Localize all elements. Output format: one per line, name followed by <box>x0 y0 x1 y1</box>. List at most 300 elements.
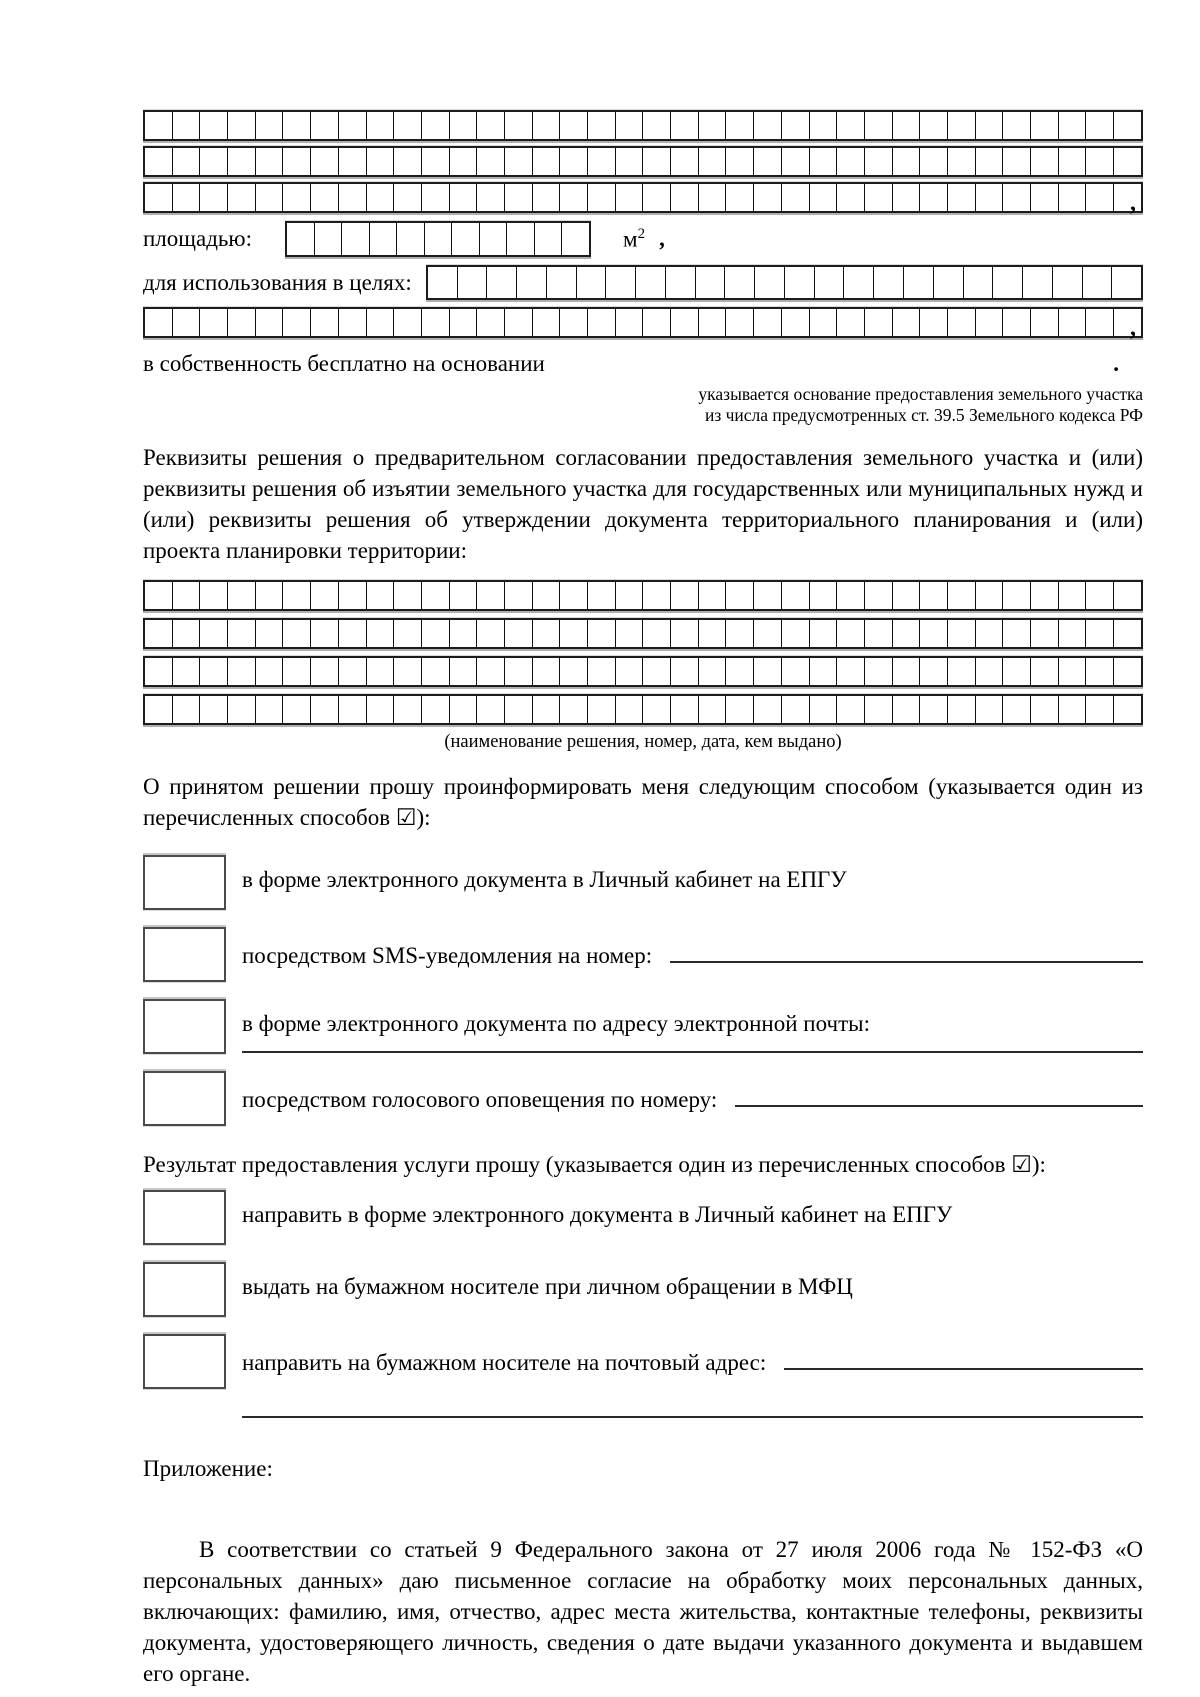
char-cell[interactable] <box>976 582 1004 609</box>
char-cell[interactable] <box>874 267 904 298</box>
char-cell[interactable] <box>588 112 616 139</box>
char-cell[interactable] <box>283 184 311 211</box>
char-cell[interactable] <box>1059 582 1087 609</box>
char-cell[interactable] <box>422 148 450 175</box>
char-cell[interactable] <box>865 696 893 723</box>
char-cell[interactable] <box>228 658 256 685</box>
char-cell[interactable] <box>367 309 395 336</box>
char-cell[interactable] <box>1086 658 1114 685</box>
char-cell[interactable] <box>422 309 450 336</box>
char-cell[interactable] <box>425 223 453 255</box>
char-cell[interactable] <box>920 184 948 211</box>
char-cell[interactable] <box>948 309 976 336</box>
char-cell[interactable] <box>315 223 343 255</box>
char-cell[interactable] <box>228 309 256 336</box>
char-cell[interactable] <box>1059 696 1087 723</box>
char-cell[interactable] <box>636 267 666 298</box>
char-cell[interactable] <box>782 148 810 175</box>
char-cell[interactable] <box>283 620 311 647</box>
char-grid-input[interactable] <box>143 656 1143 687</box>
char-cell[interactable] <box>450 582 478 609</box>
char-cell[interactable] <box>477 658 505 685</box>
char-cell[interactable] <box>422 184 450 211</box>
char-cell[interactable] <box>588 184 616 211</box>
char-cell[interactable] <box>1086 184 1114 211</box>
char-cell[interactable] <box>394 148 422 175</box>
char-cell[interactable] <box>948 620 976 647</box>
char-cell[interactable] <box>754 148 782 175</box>
char-cell[interactable] <box>699 620 727 647</box>
char-cell[interactable] <box>339 696 367 723</box>
char-cell[interactable] <box>547 267 577 298</box>
char-cell[interactable] <box>311 620 339 647</box>
char-cell[interactable] <box>865 148 893 175</box>
char-cell[interactable] <box>837 184 865 211</box>
char-cell[interactable] <box>422 658 450 685</box>
char-cell[interactable] <box>505 582 533 609</box>
char-cell[interactable] <box>976 148 1004 175</box>
char-cell[interactable] <box>844 267 874 298</box>
char-cell[interactable] <box>643 582 671 609</box>
char-cell[interactable] <box>394 696 422 723</box>
char-cell[interactable] <box>837 582 865 609</box>
char-cell[interactable] <box>480 223 508 255</box>
char-cell[interactable] <box>616 148 644 175</box>
char-cell[interactable] <box>893 309 921 336</box>
char-cell[interactable] <box>837 696 865 723</box>
char-cell[interactable] <box>256 148 284 175</box>
char-cell[interactable] <box>145 620 173 647</box>
char-cell[interactable] <box>173 309 201 336</box>
char-cell[interactable] <box>505 112 533 139</box>
char-cell[interactable] <box>228 582 256 609</box>
sms-number-write-in-line[interactable] <box>670 937 1143 963</box>
char-grid-input[interactable] <box>143 580 1143 611</box>
char-cell[interactable] <box>394 309 422 336</box>
char-cell[interactable] <box>339 620 367 647</box>
char-cell[interactable] <box>1114 620 1141 647</box>
char-cell[interactable] <box>1023 267 1053 298</box>
char-cell[interactable] <box>487 267 517 298</box>
char-cell[interactable] <box>1031 582 1059 609</box>
char-cell[interactable] <box>893 148 921 175</box>
char-cell[interactable] <box>976 696 1004 723</box>
checkbox-sms[interactable] <box>143 927 226 982</box>
char-cell[interactable] <box>173 184 201 211</box>
char-cell[interactable] <box>643 309 671 336</box>
char-cell[interactable] <box>228 112 256 139</box>
char-cell[interactable] <box>311 582 339 609</box>
char-cell[interactable] <box>699 184 727 211</box>
char-cell[interactable] <box>893 582 921 609</box>
char-cell[interactable] <box>173 696 201 723</box>
char-cell[interactable] <box>865 309 893 336</box>
char-cell[interactable] <box>754 309 782 336</box>
char-cell[interactable] <box>450 696 478 723</box>
char-cell[interactable] <box>370 223 398 255</box>
char-cell[interactable] <box>643 658 671 685</box>
char-cell[interactable] <box>1031 309 1059 336</box>
char-cell[interactable] <box>394 582 422 609</box>
char-cell[interactable] <box>458 267 488 298</box>
char-cell[interactable] <box>1003 184 1031 211</box>
char-cell[interactable] <box>616 582 644 609</box>
char-cell[interactable] <box>1114 582 1141 609</box>
char-cell[interactable] <box>976 658 1004 685</box>
char-cell[interactable] <box>920 620 948 647</box>
char-cell[interactable] <box>311 658 339 685</box>
char-cell[interactable] <box>256 620 284 647</box>
char-cell[interactable] <box>754 696 782 723</box>
char-cell[interactable] <box>397 223 425 255</box>
char-cell[interactable] <box>810 620 838 647</box>
char-cell[interactable] <box>671 620 699 647</box>
char-cell[interactable] <box>810 148 838 175</box>
char-cell[interactable] <box>367 696 395 723</box>
char-cell[interactable] <box>283 658 311 685</box>
char-cell[interactable] <box>394 658 422 685</box>
char-cell[interactable] <box>893 658 921 685</box>
char-cell[interactable] <box>948 112 976 139</box>
char-cell[interactable] <box>643 184 671 211</box>
char-cell[interactable] <box>810 309 838 336</box>
char-cell[interactable] <box>920 309 948 336</box>
postal-address-write-in-line-2[interactable] <box>242 1416 1143 1418</box>
char-cell[interactable] <box>671 696 699 723</box>
char-cell[interactable] <box>893 112 921 139</box>
char-cell[interactable] <box>782 658 810 685</box>
char-cell[interactable] <box>173 582 201 609</box>
char-cell[interactable] <box>754 620 782 647</box>
char-cell[interactable] <box>533 620 561 647</box>
char-cell[interactable] <box>1003 309 1031 336</box>
voice-number-write-in-line[interactable] <box>735 1081 1143 1107</box>
char-cell[interactable] <box>517 267 547 298</box>
char-cell[interactable] <box>394 620 422 647</box>
char-cell[interactable] <box>754 184 782 211</box>
char-cell[interactable] <box>505 696 533 723</box>
char-cell[interactable] <box>993 267 1023 298</box>
char-cell[interactable] <box>920 582 948 609</box>
char-cell[interactable] <box>754 658 782 685</box>
char-cell[interactable] <box>616 309 644 336</box>
char-cell[interactable] <box>810 696 838 723</box>
char-cell[interactable] <box>173 658 201 685</box>
char-cell[interactable] <box>1086 309 1114 336</box>
char-cell[interactable] <box>287 223 315 255</box>
char-cell[interactable] <box>256 696 284 723</box>
char-cell[interactable] <box>755 267 785 298</box>
char-cell[interactable] <box>699 696 727 723</box>
char-cell[interactable] <box>726 658 754 685</box>
char-cell[interactable] <box>782 582 810 609</box>
char-cell[interactable] <box>145 184 173 211</box>
char-cell[interactable] <box>200 148 228 175</box>
char-cell[interactable] <box>643 112 671 139</box>
char-cell[interactable] <box>533 184 561 211</box>
char-cell[interactable] <box>785 267 815 298</box>
char-cell[interactable] <box>256 582 284 609</box>
char-cell[interactable] <box>920 696 948 723</box>
char-cell[interactable] <box>1114 148 1141 175</box>
char-cell[interactable] <box>782 620 810 647</box>
char-cell[interactable] <box>367 112 395 139</box>
email-write-in-line[interactable] <box>242 1051 1143 1053</box>
char-cell[interactable] <box>339 309 367 336</box>
char-cell[interactable] <box>450 112 478 139</box>
char-cell[interactable] <box>1114 309 1141 336</box>
char-cell[interactable] <box>616 696 644 723</box>
char-cell[interactable] <box>1003 148 1031 175</box>
char-cell[interactable] <box>173 148 201 175</box>
char-cell[interactable] <box>256 184 284 211</box>
char-cell[interactable] <box>865 184 893 211</box>
char-cell[interactable] <box>450 148 478 175</box>
char-cell[interactable] <box>367 148 395 175</box>
char-cell[interactable] <box>699 148 727 175</box>
char-cell[interactable] <box>477 309 505 336</box>
char-cell[interactable] <box>505 620 533 647</box>
char-cell[interactable] <box>533 658 561 685</box>
char-cell[interactable] <box>671 184 699 211</box>
char-cell[interactable] <box>560 112 588 139</box>
char-cell[interactable] <box>200 696 228 723</box>
char-cell[interactable] <box>342 223 370 255</box>
char-cell[interactable] <box>533 309 561 336</box>
purpose-grid-input[interactable] <box>426 265 1143 300</box>
char-cell[interactable] <box>228 696 256 723</box>
char-cell[interactable] <box>505 658 533 685</box>
char-cell[interactable] <box>200 658 228 685</box>
char-cell[interactable] <box>1053 267 1083 298</box>
char-cell[interactable] <box>422 620 450 647</box>
char-cell[interactable] <box>1086 696 1114 723</box>
char-cell[interactable] <box>477 148 505 175</box>
char-cell[interactable] <box>533 582 561 609</box>
char-cell[interactable] <box>1059 309 1087 336</box>
char-cell[interactable] <box>256 112 284 139</box>
char-cell[interactable] <box>920 148 948 175</box>
char-cell[interactable] <box>948 148 976 175</box>
char-cell[interactable] <box>228 148 256 175</box>
char-cell[interactable] <box>1059 658 1087 685</box>
char-cell[interactable] <box>560 309 588 336</box>
char-cell[interactable] <box>339 112 367 139</box>
char-cell[interactable] <box>311 309 339 336</box>
char-cell[interactable] <box>367 184 395 211</box>
char-cell[interactable] <box>588 696 616 723</box>
char-cell[interactable] <box>283 112 311 139</box>
char-cell[interactable] <box>1114 658 1141 685</box>
char-cell[interactable] <box>671 582 699 609</box>
char-cell[interactable] <box>228 620 256 647</box>
char-cell[interactable] <box>782 112 810 139</box>
char-cell[interactable] <box>588 582 616 609</box>
char-cell[interactable] <box>643 148 671 175</box>
char-cell[interactable] <box>865 620 893 647</box>
char-cell[interactable] <box>283 309 311 336</box>
char-cell[interactable] <box>726 112 754 139</box>
char-cell[interactable] <box>1003 620 1031 647</box>
char-cell[interactable] <box>920 112 948 139</box>
char-cell[interactable] <box>666 267 696 298</box>
char-cell[interactable] <box>560 620 588 647</box>
char-cell[interactable] <box>699 112 727 139</box>
checkbox-epgu[interactable] <box>143 855 226 910</box>
char-cell[interactable] <box>1031 184 1059 211</box>
area-grid-input[interactable] <box>285 221 591 257</box>
char-cell[interactable] <box>477 620 505 647</box>
char-cell[interactable] <box>1114 184 1141 211</box>
char-cell[interactable] <box>477 696 505 723</box>
postal-address-write-in-line[interactable] <box>784 1344 1143 1370</box>
char-cell[interactable] <box>671 112 699 139</box>
char-cell[interactable] <box>810 658 838 685</box>
char-cell[interactable] <box>450 309 478 336</box>
char-cell[interactable] <box>562 223 589 255</box>
char-cell[interactable] <box>422 112 450 139</box>
char-cell[interactable] <box>477 184 505 211</box>
char-cell[interactable] <box>507 223 535 255</box>
char-cell[interactable] <box>920 658 948 685</box>
char-cell[interactable] <box>1059 184 1087 211</box>
checkbox-voice[interactable] <box>143 1071 226 1126</box>
char-cell[interactable] <box>367 620 395 647</box>
char-cell[interactable] <box>560 184 588 211</box>
char-cell[interactable] <box>477 112 505 139</box>
char-cell[interactable] <box>754 112 782 139</box>
char-cell[interactable] <box>726 309 754 336</box>
char-cell[interactable] <box>173 112 201 139</box>
char-cell[interactable] <box>283 696 311 723</box>
char-cell[interactable] <box>964 267 994 298</box>
char-cell[interactable] <box>145 148 173 175</box>
char-cell[interactable] <box>1031 658 1059 685</box>
char-cell[interactable] <box>893 620 921 647</box>
char-cell[interactable] <box>865 112 893 139</box>
char-cell[interactable] <box>616 112 644 139</box>
char-cell[interactable] <box>810 112 838 139</box>
char-cell[interactable] <box>505 309 533 336</box>
char-cell[interactable] <box>865 658 893 685</box>
char-cell[interactable] <box>1031 148 1059 175</box>
char-cell[interactable] <box>394 112 422 139</box>
char-cell[interactable] <box>810 582 838 609</box>
char-cell[interactable] <box>726 184 754 211</box>
char-grid-input[interactable] <box>143 146 1143 177</box>
char-cell[interactable] <box>865 582 893 609</box>
char-cell[interactable] <box>948 582 976 609</box>
char-cell[interactable] <box>782 309 810 336</box>
char-cell[interactable] <box>754 582 782 609</box>
char-cell[interactable] <box>311 148 339 175</box>
char-grid-input[interactable] <box>143 307 1143 341</box>
char-cell[interactable] <box>837 658 865 685</box>
char-cell[interactable] <box>450 658 478 685</box>
char-cell[interactable] <box>696 267 726 298</box>
char-cell[interactable] <box>588 148 616 175</box>
char-cell[interactable] <box>837 112 865 139</box>
char-cell[interactable] <box>1086 620 1114 647</box>
char-cell[interactable] <box>367 582 395 609</box>
char-cell[interactable] <box>145 309 173 336</box>
char-cell[interactable] <box>606 267 636 298</box>
char-cell[interactable] <box>339 148 367 175</box>
char-cell[interactable] <box>934 267 964 298</box>
char-cell[interactable] <box>976 112 1004 139</box>
char-cell[interactable] <box>1003 658 1031 685</box>
char-grid-input[interactable] <box>143 182 1143 216</box>
char-cell[interactable] <box>200 112 228 139</box>
char-cell[interactable] <box>1059 112 1087 139</box>
char-cell[interactable] <box>339 658 367 685</box>
char-cell[interactable] <box>1086 112 1114 139</box>
char-cell[interactable] <box>452 223 480 255</box>
char-grid-input[interactable] <box>143 110 1143 141</box>
char-cell[interactable] <box>671 148 699 175</box>
char-cell[interactable] <box>228 184 256 211</box>
char-cell[interactable] <box>837 309 865 336</box>
char-cell[interactable] <box>477 582 505 609</box>
char-cell[interactable] <box>535 223 563 255</box>
char-cell[interactable] <box>1003 696 1031 723</box>
checkbox-email[interactable] <box>143 999 226 1054</box>
char-cell[interactable] <box>533 148 561 175</box>
char-cell[interactable] <box>699 582 727 609</box>
char-cell[interactable] <box>726 696 754 723</box>
char-grid-input[interactable] <box>143 694 1143 725</box>
char-cell[interactable] <box>560 582 588 609</box>
char-cell[interactable] <box>145 696 173 723</box>
char-cell[interactable] <box>505 148 533 175</box>
char-cell[interactable] <box>560 696 588 723</box>
char-cell[interactable] <box>699 658 727 685</box>
char-cell[interactable] <box>367 658 395 685</box>
char-cell[interactable] <box>145 112 173 139</box>
char-cell[interactable] <box>533 112 561 139</box>
char-cell[interactable] <box>422 582 450 609</box>
char-cell[interactable] <box>394 184 422 211</box>
char-cell[interactable] <box>311 112 339 139</box>
char-cell[interactable] <box>1003 582 1031 609</box>
char-cell[interactable] <box>948 696 976 723</box>
char-cell[interactable] <box>1112 267 1141 298</box>
char-cell[interactable] <box>1059 620 1087 647</box>
char-cell[interactable] <box>311 696 339 723</box>
char-cell[interactable] <box>1003 112 1031 139</box>
char-cell[interactable] <box>616 658 644 685</box>
char-cell[interactable] <box>256 658 284 685</box>
char-cell[interactable] <box>145 582 173 609</box>
char-cell[interactable] <box>588 658 616 685</box>
char-cell[interactable] <box>1114 696 1141 723</box>
char-cell[interactable] <box>726 148 754 175</box>
char-cell[interactable] <box>560 148 588 175</box>
char-cell[interactable] <box>837 620 865 647</box>
char-cell[interactable] <box>1086 148 1114 175</box>
char-cell[interactable] <box>1031 112 1059 139</box>
char-cell[interactable] <box>256 309 284 336</box>
char-cell[interactable] <box>671 309 699 336</box>
char-cell[interactable] <box>422 696 450 723</box>
char-cell[interactable] <box>837 148 865 175</box>
char-cell[interactable] <box>283 148 311 175</box>
checkbox-result-post[interactable] <box>143 1334 226 1389</box>
char-cell[interactable] <box>339 184 367 211</box>
checkbox-result-epgu[interactable] <box>143 1190 226 1245</box>
char-cell[interactable] <box>948 658 976 685</box>
char-cell[interactable] <box>976 184 1004 211</box>
